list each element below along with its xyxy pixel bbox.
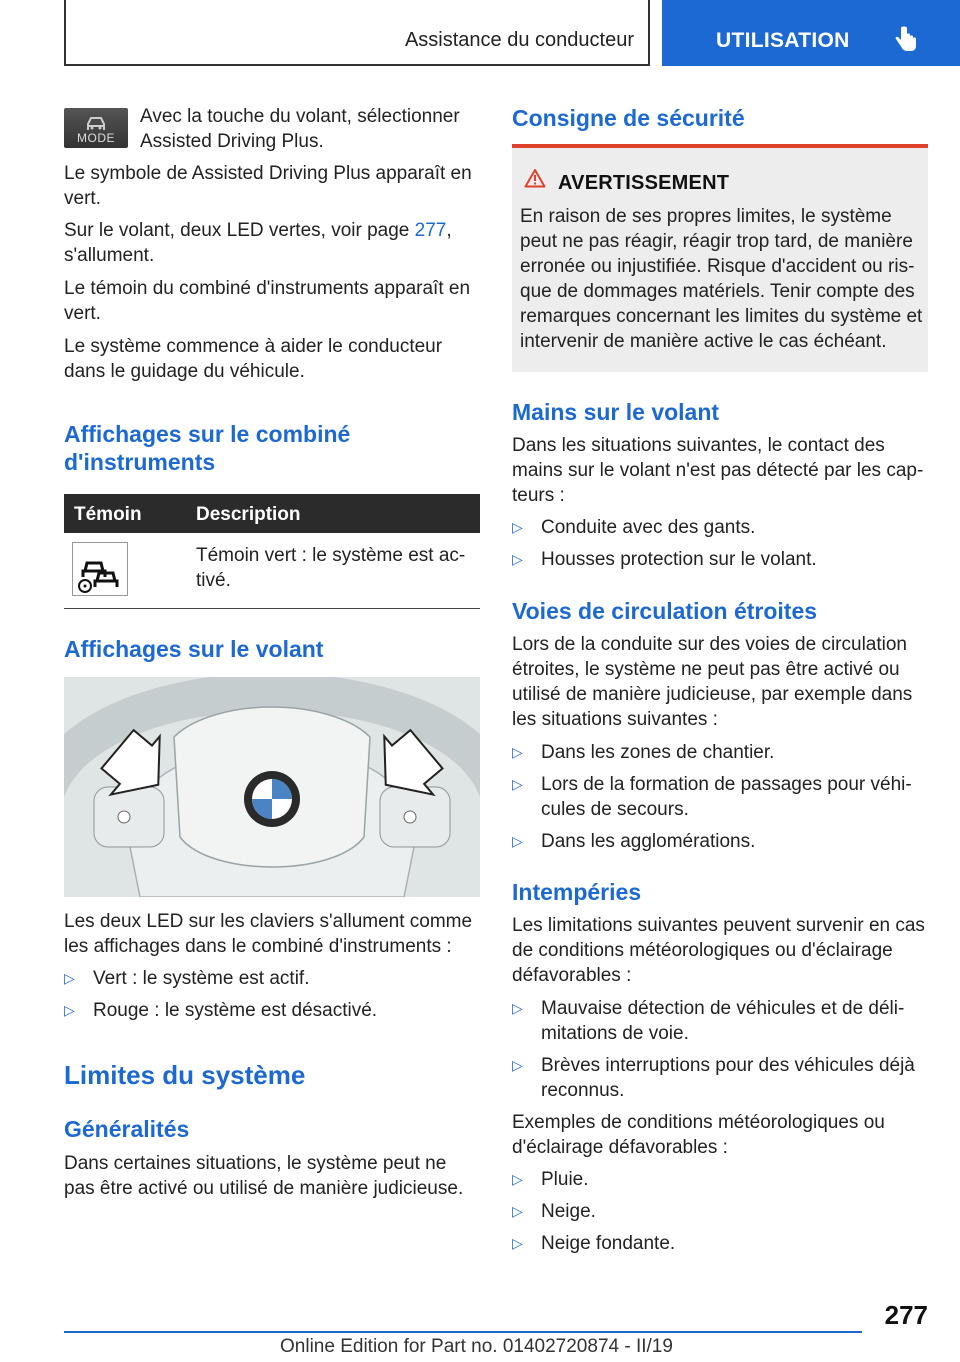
footer-divider xyxy=(64,1331,862,1333)
page-number: 277 xyxy=(884,1300,928,1330)
heading-limits: Limites du système xyxy=(64,1060,306,1090)
mode-button-icon xyxy=(64,108,128,148)
weather-bullets xyxy=(512,996,928,1103)
list-item: ▷ Housses protection sur le volant. xyxy=(512,547,928,572)
list-item: ▷ Pluie. xyxy=(512,1167,928,1192)
warning-box xyxy=(512,148,928,372)
heading-general: Généralités xyxy=(64,1116,190,1142)
lanes-bullets xyxy=(512,740,928,854)
warning-title: AVERTISSEMENT xyxy=(558,172,730,194)
table-divider xyxy=(64,608,480,609)
heading-hands: Mains sur le volant xyxy=(512,399,720,425)
list-item: ▷ Mauvaise détection de véhicules et de déli-mitations de voie. xyxy=(512,996,928,1046)
list-item: ▷ Vert : le système est actif. xyxy=(64,966,480,991)
list-item: ▷ Rouge : le système est désactivé. xyxy=(64,998,480,1023)
para-led-suffix: , s'allument. xyxy=(64,220,452,266)
lanes-para: Lors de la conduite sur des voies de circulation étroites, le système ne peut pas être activé ou utilisé de manière judicieuse, par exemple dans les situations suivantes : xyxy=(512,634,913,730)
hand-pointer-icon xyxy=(894,26,918,57)
hands-bullets xyxy=(512,515,928,572)
table-header xyxy=(64,494,480,533)
heading-safety: Consigne de sécurité xyxy=(512,105,745,131)
list-item: ▷ Neige fondante. xyxy=(512,1231,928,1256)
tab-label: UTILISATION xyxy=(716,29,850,52)
tab-utilisation[interactable] xyxy=(662,0,960,66)
list-item: ▷ Lors de la formation de passages pour véhi-cules de secours. xyxy=(512,772,928,822)
heading-display: Affichages sur le combiné d'instruments xyxy=(64,421,351,475)
section-title: Assistance du conducteur xyxy=(404,29,634,51)
mode-icon-text: MODE xyxy=(77,131,115,145)
table-col-description: Description xyxy=(196,504,301,525)
wheel-bullets xyxy=(64,966,480,1023)
mode-instruction: Avec la touche du volant, sélectionner Assisted Driving Plus. xyxy=(140,106,460,152)
hands-para: Dans les situations suivantes, le contact des mains sur le volant n'est pas détecté par les cap-teurs : xyxy=(512,435,924,506)
page-link[interactable]: 277 xyxy=(414,220,447,241)
examples-bullets xyxy=(512,1167,928,1256)
warning-text: En raison de ses propres limites, le système peut ne pas réagir, réagir trop tard, de manière erronée ou injustifiée. Risque d'accident ou ris-que de dommages matériels. Tenir compte des remarques concernant les limites du système et intervenir de manière active le cas échéant. xyxy=(520,206,923,352)
heading-wheel: Affichages sur le volant xyxy=(64,636,324,662)
steering-wheel-image xyxy=(64,677,480,897)
warning-triangle-icon xyxy=(524,168,546,193)
heading-lanes: Voies de circulation étroites xyxy=(512,598,818,624)
list-item: ▷ Dans les zones de chantier. xyxy=(512,740,928,765)
list-item: ▷ Conduite avec des gants. xyxy=(512,515,928,540)
table-col-temoin: Témoin xyxy=(74,504,142,525)
para-led xyxy=(64,218,480,268)
list-item: ▷ Neige. xyxy=(512,1199,928,1224)
heading-weather: Intempéries xyxy=(512,879,642,905)
footer-edition: Online Edition for Part no. 01402720874 - II/19 xyxy=(280,1336,673,1357)
examples-para: Exemples de conditions météorologiques ou d'éclairage défavorables : xyxy=(512,1112,885,1158)
wheel-para: Les deux LED sur les claviers s'allument comme les affichages dans le combiné d'instruments : xyxy=(64,911,473,957)
general-para: Dans certaines situations, le système peut ne pas être activé ou utilisé de manière judicieuse. xyxy=(64,1153,464,1199)
table-row-description: Témoin vert : le système est ac-tivé. xyxy=(196,545,466,591)
para-indicator: Le témoin du combiné d'instruments apparaît en vert. xyxy=(64,278,471,324)
list-item: ▷ Brèves interruptions pour des véhicules déjà reconnus. xyxy=(512,1053,928,1103)
para-symbol: Le symbole de Assisted Driving Plus apparaît en vert. xyxy=(64,163,472,209)
list-item: ▷ Dans les agglomérations. xyxy=(512,829,928,854)
para-system: Le système commence à aider le conducteur dans le guidage du véhicule. xyxy=(64,336,443,382)
para-led-prefix: Sur le volant, deux LED vertes, voir page xyxy=(64,220,415,241)
weather-para: Les limitations suivantes peuvent survenir en cas de conditions météorologiques ou d'éclairage défavorables : xyxy=(512,915,925,986)
assist-car-icon xyxy=(72,542,128,596)
